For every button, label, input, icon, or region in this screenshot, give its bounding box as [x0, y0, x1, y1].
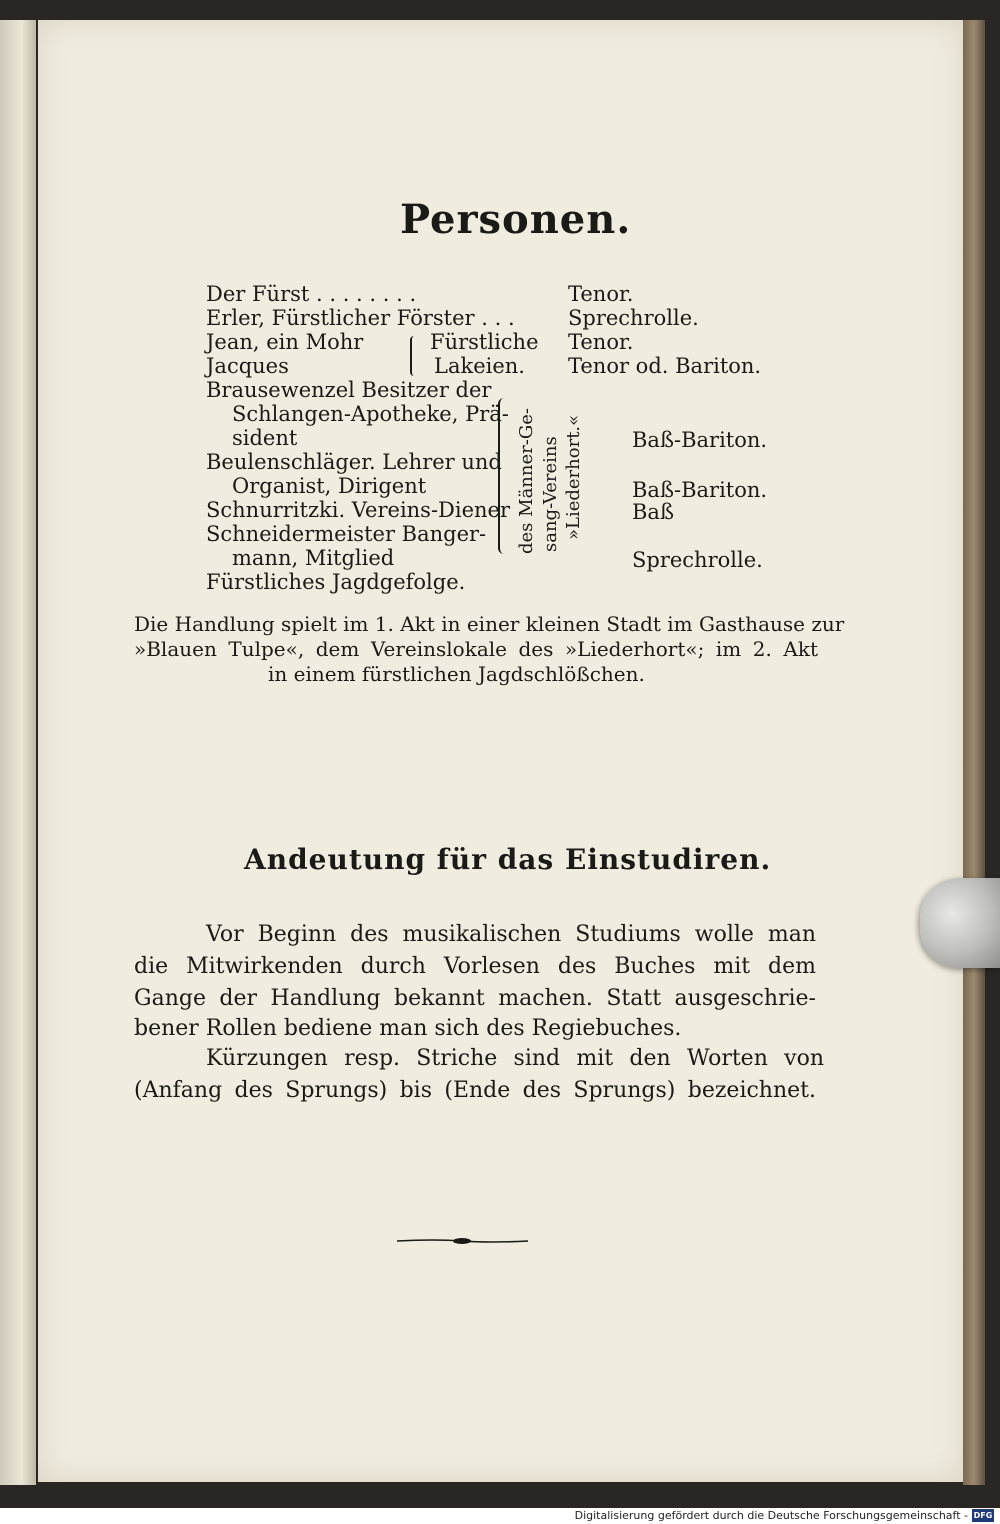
setting-line-2: »Blauen Tulpe«, dem Vereinslokale des »Liederhort«; im 2. Akt	[134, 637, 818, 661]
cast-beulenschlager-voice: Baß-Bariton.	[632, 478, 768, 502]
cast-jacques-voice: Tenor od. Bariton.	[568, 354, 762, 378]
body-line-6: (Anfang des Sprungs) bis (Ende des Sprungs) bezeichnet.	[134, 1078, 816, 1103]
verein-brace	[498, 398, 510, 554]
cast-schneidermeister-line-2: mann, Mitglied	[232, 546, 395, 570]
page-title: Personen.	[400, 196, 632, 243]
cast-brausewenzel-line-2: Schlangen-Apotheke, Prä-	[232, 402, 509, 426]
cast-schnurritzki: Schnurritzki. Vereins-Diener	[206, 498, 511, 522]
cast-furst-voice: Tenor.	[568, 282, 634, 306]
body-line-1: Vor Beginn des musikalischen Studiums wolle man	[206, 922, 816, 947]
cast-schnurritzki-voice: Baß	[632, 500, 674, 524]
cast-brausewenzel-line-3: sident	[232, 426, 298, 450]
lakaien-brace	[410, 336, 418, 376]
cast-beulenschlager-line-2: Organist, Dirigent	[232, 474, 427, 498]
cast-jagdgefolge: Fürstliches Jagdgefolge.	[206, 570, 466, 594]
cast-schneidermeister-voice: Sprechrolle.	[632, 548, 763, 572]
section-heading: Andeutung für das Einstudiren.	[244, 843, 772, 876]
left-page-edge	[0, 20, 36, 1485]
footer-credit: Digitalisierung gefördert durch die Deutsche Forschungsgemeinschaft -	[574, 1509, 968, 1522]
lakaien-label-1: Fürstliche	[430, 330, 539, 354]
setting-line-1: Die Handlung spielt im 1. Akt in einer kleinen Stadt im Gasthause zur	[134, 612, 845, 636]
body-line-4: bener Rollen bediene man sich des Regiebuches.	[134, 1016, 682, 1041]
cast-jean-name: Jean, ein Mohr	[206, 330, 364, 354]
scanner-thumb-clip	[920, 878, 1000, 968]
cast-jean-voice: Tenor.	[568, 330, 634, 354]
cover-edge	[963, 20, 985, 1485]
verein-label-3: »Liederhort.«	[563, 414, 584, 540]
cast-erler-voice: Sprechrolle.	[568, 306, 699, 330]
verein-label-1: des Männer-Ge-	[516, 408, 537, 554]
body-line-2: die Mitwirkenden durch Vorlesen des Buches mit dem	[134, 954, 816, 979]
cast-beulenschlager-line-1: Beulenschläger. Lehrer und	[206, 450, 502, 474]
body-line-5: Kürzungen resp. Striche sind mit den Worten von	[206, 1046, 824, 1071]
lakaien-label-2: Lakeien.	[434, 354, 525, 378]
cast-furst-name: Der Fürst . . . . . . . .	[206, 282, 417, 306]
verein-label-2: sang-Vereins	[540, 436, 561, 552]
ornament-divider	[395, 1236, 530, 1246]
dfg-logo-icon: DFG	[973, 1511, 993, 1520]
cast-schneidermeister-line-1: Schneidermeister Banger-	[206, 522, 487, 546]
cast-brausewenzel-line-1: Brausewenzel Besitzer der	[206, 378, 492, 402]
setting-line-3: in einem fürstlichen Jagdschlößchen.	[268, 662, 645, 686]
cast-jacques-name: Jacques	[206, 354, 289, 378]
cast-brausewenzel-voice: Baß-Bariton.	[632, 428, 768, 452]
body-line-3: Gange der Handlung bekannt machen. Statt ausgeschrie-	[134, 986, 816, 1011]
cast-erler-name: Erler, Fürstlicher Förster . . .	[206, 306, 515, 330]
